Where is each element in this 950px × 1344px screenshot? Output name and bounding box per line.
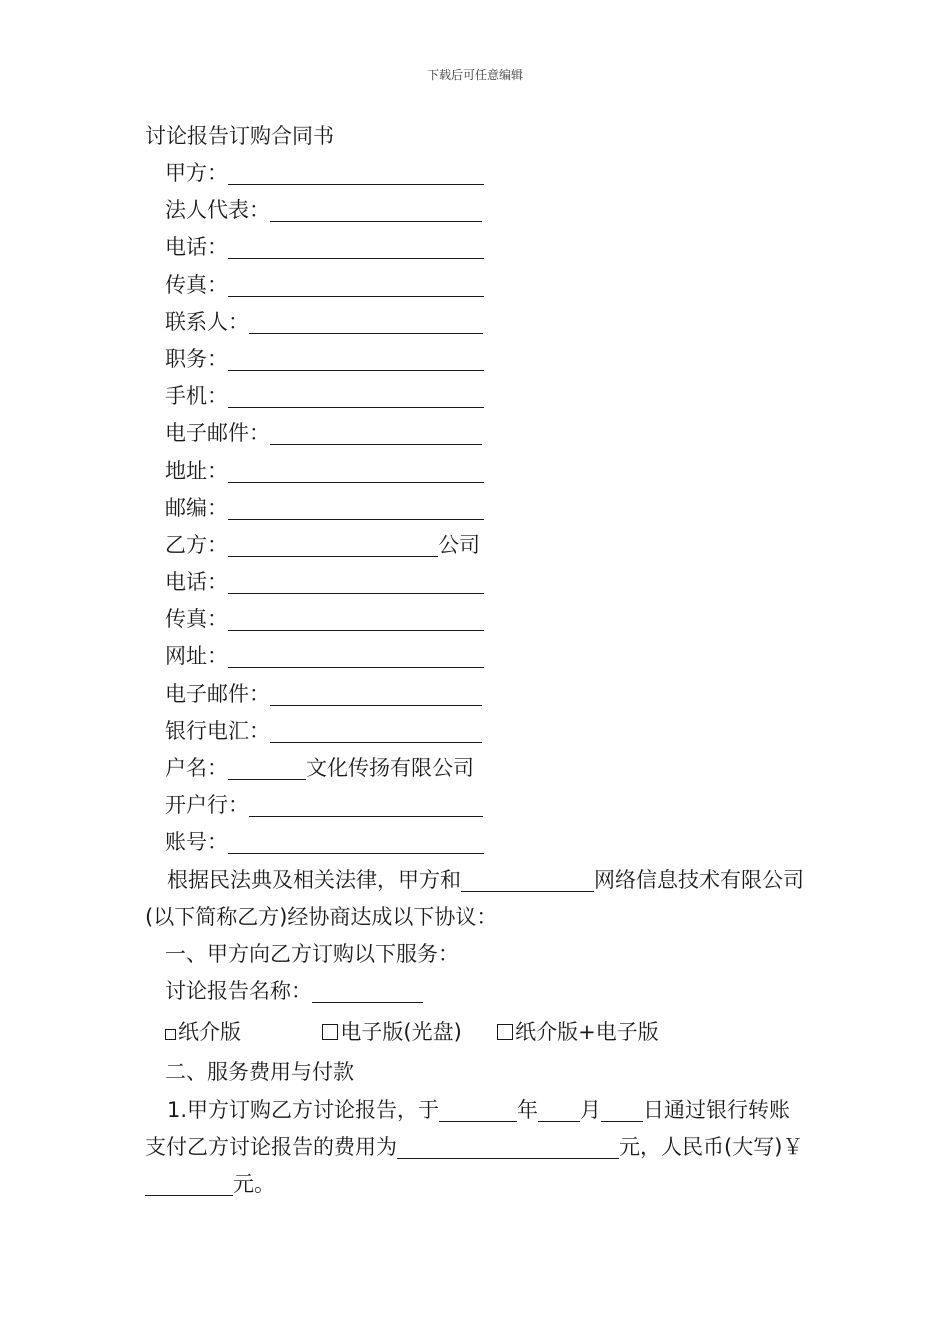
option-electronic-label: 电子版(光盘) [340,1020,462,1045]
party-a-fax-row [145,267,810,304]
contract-body [145,118,810,1203]
party-b-fax-row [145,601,810,638]
party-b-website-row [145,638,810,675]
party-b-email-label: 电子邮件： [165,681,270,706]
party-a-address-row [145,453,810,490]
payment-year-blank[interactable] [439,1097,517,1122]
party-b-account-name-blank[interactable] [228,755,306,780]
payment-day-blank[interactable] [601,1097,643,1122]
party-b-phone-label: 电话： [165,570,228,595]
party-a-rep-row [145,192,810,229]
intro-text-1: 根据民法典及相关法律，甲方和 [167,867,461,892]
party-b-fax-label: 传真： [165,607,228,632]
party-a-email-row [145,415,810,452]
checkbox-paper[interactable] [165,1029,176,1040]
party-a-postcode-blank[interactable] [228,495,484,520]
checkbox-electronic[interactable] [322,1024,338,1040]
payment-text-1: 1.甲方订购乙方讨论报告，于 [167,1097,440,1122]
payment-text-3: 元，人民币(大写)￥ [619,1134,804,1159]
option-paper-label: 纸介版 [178,1020,241,1045]
party-b-account-name-label: 户名： [165,756,228,780]
party-b-account-name-row [145,750,810,787]
party-a-mobile-row [145,378,810,415]
party-a-contact-blank[interactable] [249,309,483,334]
party-b-wire-label: 银行电汇： [165,718,270,743]
party-a-rep-blank[interactable] [270,197,482,222]
intro-paragraph [145,862,810,936]
report-name-blank[interactable] [312,978,423,1003]
party-a-mobile-blank[interactable] [228,383,484,408]
party-b-fax-blank[interactable] [228,606,484,631]
party-b-phone-blank[interactable] [228,569,484,594]
payment-text-2: 日通过银行转账支付乙方讨论报告的费用为 [145,1097,791,1159]
party-b-website-blank[interactable] [228,643,484,668]
party-a-position-label: 职务： [165,346,228,371]
party-a-name-blank[interactable] [228,160,484,185]
party-b-account-name-suffix: 文化传扬有限公司 [306,756,474,780]
format-options [145,1010,810,1054]
party-b-bank-label: 开户行： [165,793,249,818]
document-title: 讨论报告订购合同书 [145,124,334,148]
party-a-mobile-label: 手机： [165,384,228,409]
party-b-account-no-label: 账号： [165,830,228,855]
intro-company-blank[interactable] [461,867,594,892]
payment-text-4: 元。 [233,1171,275,1196]
party-b-wire-blank[interactable] [270,718,482,743]
payment-month-label: 月 [580,1097,602,1122]
party-a-address-label: 地址： [165,458,228,483]
party-a-fax-label: 传真： [165,272,228,297]
payment-year-label: 年 [517,1097,539,1122]
party-a-phone-blank[interactable] [228,234,484,259]
party-a-contact-row [145,304,810,341]
section2-heading: 二、服务费用与付款 [165,1060,354,1085]
party-a-postcode-row [145,490,810,527]
party-a-fax-blank[interactable] [228,272,484,297]
party-a-name-row [145,155,810,192]
party-b-email-blank[interactable] [270,681,482,706]
party-b-name-label: 乙方： [165,532,228,557]
party-b-name-row [145,527,810,564]
payment-amount-blank[interactable] [397,1134,619,1159]
party-b-email-row [145,676,810,713]
payment-paragraph [145,1092,810,1204]
party-b-name-suffix: 公司 [438,532,480,557]
page-header: 下载后可任意编辑 [426,68,523,82]
party-b-website-label: 网址： [165,644,228,669]
section1-heading: 一、甲方向乙方订购以下服务： [165,941,459,966]
report-name-row [145,973,810,1010]
payment-rmb-blank[interactable] [145,1171,233,1196]
party-a-postcode-label: 邮编： [165,495,228,520]
party-b-bank-blank[interactable] [249,792,483,817]
intro-text-2: 网络信息技术有限公司(以下简称乙方)经协商达成以下协议： [145,867,804,929]
party-a-email-blank[interactable] [270,420,482,445]
checkbox-both[interactable] [497,1024,513,1040]
party-a-email-label: 电子邮件： [165,421,270,446]
report-name-label: 讨论报告名称： [165,979,312,1004]
party-b-account-no-row [145,824,810,861]
party-b-account-no-blank[interactable] [228,829,484,854]
party-b-bank-row [145,787,810,824]
party-a-name-label: 甲方： [165,161,228,185]
party-a-position-row [145,341,810,378]
payment-month-blank[interactable] [538,1097,580,1122]
party-a-address-blank[interactable] [228,458,484,483]
party-a-contact-label: 联系人： [165,309,249,334]
party-b-phone-row [145,564,810,601]
party-b-wire-row [145,713,810,750]
party-a-phone-row [145,229,810,266]
party-a-phone-label: 电话： [165,235,228,260]
party-a-position-blank[interactable] [228,346,484,371]
party-b-name-blank[interactable] [228,532,438,557]
option-both-label: 纸介版+电子版 [515,1020,659,1045]
party-a-rep-label: 法人代表： [165,198,270,223]
